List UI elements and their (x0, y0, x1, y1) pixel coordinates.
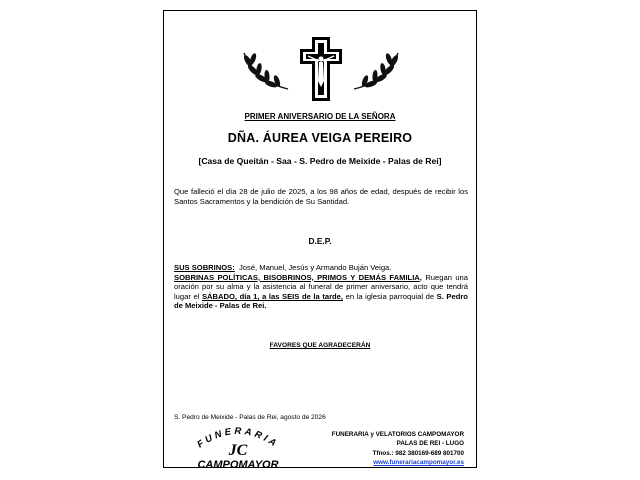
funeral-home-name: FUNERARIA y VELATORIOS CAMPOMAYOR (331, 431, 464, 438)
passing-text: Que falleció el día 28 de julio de 2025, a los 98 años de edad, después de recibir los Santos Sacramentos y la bendición de Su Santidad. (174, 187, 468, 206)
dep-label: D.E.P. (308, 236, 332, 246)
funeral-home-contact (332, 430, 464, 468)
funeral-home-phones: Tfnos.: 982 380169-689 801700 (372, 449, 464, 457)
house-address: [Casa de Queitán - Saa - S. Pedro de Meixide - Palas de Rei] (198, 156, 442, 166)
logo-monogram: JC (228, 442, 248, 459)
invite-text-2: en la iglesia parroquial de (345, 291, 435, 301)
deceased-name: DÑA. ÁUREA VEIGA PEREIRO (227, 131, 413, 145)
laurel-branch-right-icon (354, 53, 399, 89)
invite-when: SÁBADO, día 1, a las SEIS de la tarde, (201, 291, 343, 301)
laurel-branch-left-icon (243, 53, 288, 89)
funeral-home-logo (174, 423, 302, 471)
relatives-label: SOBRINAS POLÍTICAS, BISOBRINOS, PRIMOS Y DEMÁS FAMILIA (174, 272, 420, 282)
invite-place: S. Pedro de Meixide - Palas de Rei. (174, 291, 468, 311)
sobrinos-names: José, Manuel, Jesús y Armando Buján Veiga. (239, 263, 392, 272)
crucifix-icon (300, 37, 342, 101)
funeral-home-website-link[interactable]: www.funerariacampomayor.es (373, 459, 464, 467)
sobrinos-label: SUS SOBRINOS: (174, 263, 235, 272)
cross-emblem (238, 37, 404, 103)
place-date: S. Pedro de Meixide - Palas de Rei, agosto de 2026 (174, 414, 326, 421)
thanks-line: FAVORES QUE AGRADECERÁN (269, 342, 371, 349)
funeral-home-location: PALAS DE REI - LUGO (396, 440, 464, 448)
obituary-card (163, 10, 477, 471)
invite-text-1: Ruegan una oración por su alma y la asistencia al funeral de primer aniversario, acto que tendrá lugar el (174, 272, 468, 301)
notice-heading: PRIMER ANIVERSARIO DE LA SEÑORA (244, 112, 396, 121)
logo-arc-text: FUNERARIA (195, 425, 281, 451)
logo-name: CAMPOMAYOR (197, 459, 279, 471)
family-paragraph: SUS SOBRINOS: José, Manuel, Jesús y Armando Buján Veiga. SOBRINAS POLÍTICAS, BISOBRINOS, PRIMOS Y DEMÁS FAMILIA, Ruegan una oración por su alma y la asistencia al funeral de primer aniversario, acto que tendrá lugar el SÁBADO, día 1, a las SEIS de la tarde, en la iglesia parroquial de S. Pedro de Meixide - Palas de Rei. (174, 263, 468, 311)
